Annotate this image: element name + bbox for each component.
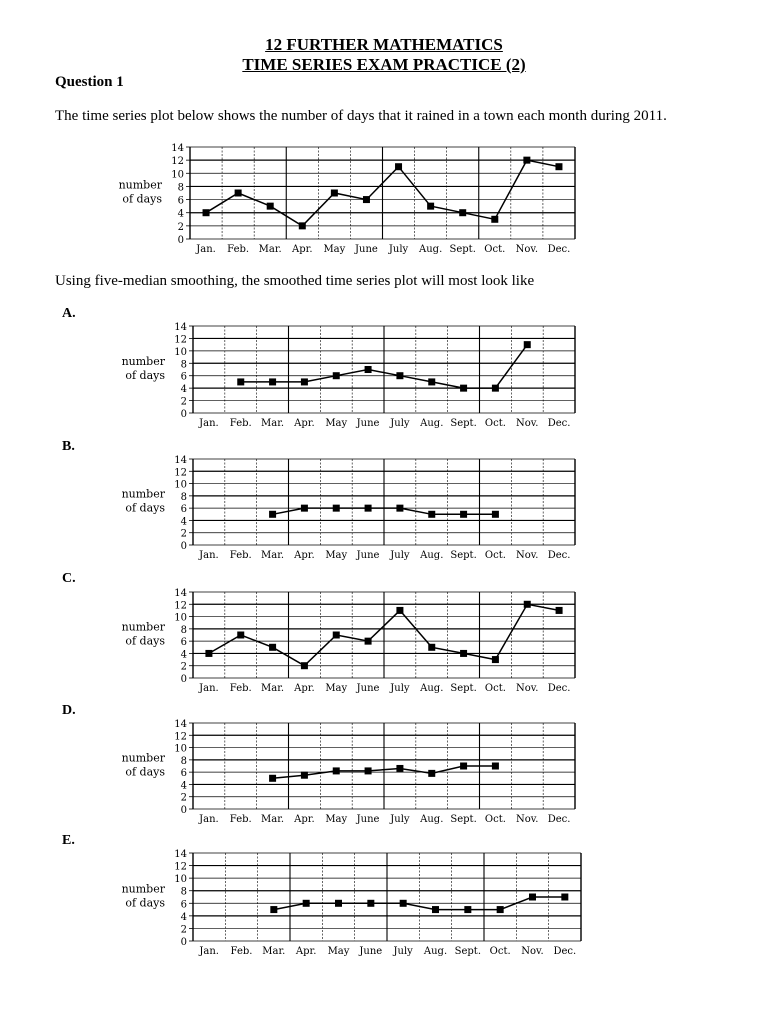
data-point (427, 203, 434, 210)
y-tick-label: 12 (174, 861, 187, 873)
y-tick-label: 4 (177, 208, 184, 220)
y-tick-label: 10 (174, 346, 187, 358)
data-point (492, 511, 499, 518)
data-point (396, 765, 403, 772)
x-tick-label: May (325, 683, 348, 694)
x-tick-label: Dec. (547, 814, 571, 825)
data-point (333, 632, 340, 639)
data-point (460, 385, 467, 392)
data-point (235, 190, 242, 197)
data-point (269, 511, 276, 518)
x-tick-label: Sept. (450, 683, 477, 694)
y-axis-label: of days (125, 501, 165, 515)
y-axis-label: of days (125, 634, 165, 648)
option-c-label: C. (62, 571, 76, 586)
x-tick-label: Dec. (547, 418, 571, 429)
x-tick-label: Aug. (420, 814, 444, 825)
x-tick-label: Nov. (515, 244, 539, 255)
y-tick-label: 14 (174, 322, 187, 333)
option-e-label: E. (62, 833, 75, 848)
data-point (333, 767, 340, 774)
data-point (428, 644, 435, 651)
option-c-chart (0, 586, 768, 696)
y-tick-label: 0 (180, 674, 187, 685)
question-text: The time series plot below shows the number of days that it rained in a town each month during 2011. (55, 108, 667, 124)
data-point (301, 662, 308, 669)
data-point (303, 900, 310, 907)
data-point (365, 638, 372, 645)
x-tick-label: Apr. (294, 418, 315, 429)
x-tick-label: June (356, 418, 380, 429)
data-point (524, 601, 531, 608)
question-prompt: Using five-median smoothing, the smoothed time series plot will most look like (55, 273, 535, 289)
data-point (365, 366, 372, 373)
data-point (367, 900, 374, 907)
data-point (428, 770, 435, 777)
x-tick-label: Oct. (484, 244, 506, 255)
data-point (561, 894, 568, 901)
y-axis-label: of days (122, 192, 162, 206)
x-tick-label: July (390, 550, 410, 561)
x-tick-label: May (325, 814, 348, 825)
x-tick-label: July (390, 418, 410, 429)
x-tick-label: Jan. (199, 814, 219, 825)
data-point (492, 656, 499, 663)
x-tick-label: Nov. (516, 418, 539, 429)
y-tick-label: 8 (180, 624, 187, 636)
y-axis-label: number (121, 620, 165, 634)
y-tick-label: 14 (174, 588, 187, 599)
y-tick-label: 10 (174, 874, 187, 886)
data-point (269, 644, 276, 651)
x-tick-label: Mar. (258, 244, 282, 255)
y-tick-label: 2 (180, 924, 187, 936)
x-tick-label: Apr. (292, 244, 313, 255)
x-tick-label: Sept. (454, 946, 482, 957)
data-point (365, 505, 372, 512)
x-tick-label: Mar. (261, 814, 285, 825)
x-tick-label: Nov. (516, 550, 539, 561)
y-tick-label: 10 (174, 743, 187, 755)
y-tick-label: 0 (177, 235, 184, 246)
y-tick-label: 10 (171, 169, 184, 181)
y-tick-label: 4 (180, 384, 187, 396)
x-tick-label: Jan. (199, 550, 219, 561)
y-tick-label: 10 (174, 612, 187, 624)
x-tick-label: July (390, 683, 410, 694)
data-point (333, 505, 340, 512)
y-tick-label: 6 (180, 899, 187, 911)
x-tick-label: June (356, 814, 380, 825)
data-point (333, 372, 340, 379)
x-tick-label: Jan. (199, 418, 219, 429)
y-tick-label: 6 (180, 768, 187, 780)
y-tick-label: 8 (180, 886, 187, 898)
data-point (396, 505, 403, 512)
x-tick-label: Feb. (229, 814, 252, 825)
data-point (460, 650, 467, 657)
y-axis-label: number (121, 882, 165, 896)
x-tick-label: Dec. (547, 244, 571, 255)
data-point (365, 767, 372, 774)
y-axis-label: of days (125, 369, 165, 383)
x-tick-label: June (356, 550, 380, 561)
y-tick-label: 10 (174, 479, 187, 491)
data-point (497, 906, 504, 913)
data-point (556, 607, 563, 614)
y-axis-label: number (118, 178, 162, 192)
option-a-chart (0, 320, 768, 431)
x-tick-label: Oct. (484, 418, 506, 429)
x-tick-label: Mar. (261, 550, 285, 561)
y-tick-label: 0 (180, 937, 187, 948)
x-tick-label: Oct. (484, 683, 506, 694)
y-tick-label: 8 (180, 491, 187, 503)
data-point (395, 163, 402, 170)
x-tick-label: June (356, 683, 380, 694)
x-tick-label: Feb. (229, 550, 252, 561)
data-point (428, 511, 435, 518)
data-point (491, 216, 498, 223)
x-tick-label: Nov. (516, 683, 539, 694)
y-tick-label: 2 (180, 528, 187, 540)
x-tick-label: Aug. (423, 946, 448, 957)
x-tick-label: Dec. (547, 683, 571, 694)
data-point (400, 900, 407, 907)
data-point (492, 763, 499, 770)
data-point (492, 385, 499, 392)
data-point (270, 906, 277, 913)
x-tick-label: Aug. (420, 550, 444, 561)
page-subtitle: TIME SERIES EXAM PRACTICE (2) (242, 55, 526, 74)
x-tick-label: May (327, 946, 350, 957)
data-point (301, 505, 308, 512)
y-tick-label: 12 (174, 731, 187, 743)
data-point (459, 209, 466, 216)
y-tick-label: 4 (180, 516, 187, 528)
data-point (524, 341, 531, 348)
data-point (396, 372, 403, 379)
data-point (529, 894, 536, 901)
x-tick-label: Apr. (294, 550, 315, 561)
y-tick-label: 8 (180, 359, 187, 371)
data-point (267, 203, 274, 210)
x-tick-label: May (325, 418, 348, 429)
x-tick-label: Jan. (196, 244, 216, 255)
y-tick-label: 14 (174, 849, 187, 860)
x-tick-label: Apr. (295, 946, 317, 957)
x-tick-label: June (359, 946, 383, 957)
y-tick-label: 12 (171, 156, 184, 168)
data-point (335, 900, 342, 907)
data-point (205, 650, 212, 657)
x-tick-label: Dec. (547, 550, 571, 561)
y-tick-label: 14 (174, 719, 187, 730)
data-point (460, 763, 467, 770)
y-tick-label: 4 (180, 780, 187, 792)
data-point (237, 632, 244, 639)
y-tick-label: 2 (177, 221, 184, 233)
x-tick-label: Feb. (229, 683, 252, 694)
data-point (432, 906, 439, 913)
data-point (363, 196, 370, 203)
data-point (269, 378, 276, 385)
y-tick-label: 14 (174, 455, 187, 466)
y-tick-label: 14 (171, 143, 184, 154)
y-tick-label: 6 (177, 195, 184, 207)
option-d-chart (0, 717, 768, 827)
data-point (464, 906, 471, 913)
y-tick-label: 6 (180, 371, 187, 383)
x-tick-label: July (393, 946, 413, 957)
y-tick-label: 12 (174, 334, 187, 346)
x-tick-label: Apr. (294, 814, 315, 825)
data-point (301, 378, 308, 385)
x-tick-label: Apr. (294, 683, 315, 694)
y-axis-label: of days (125, 765, 165, 779)
page-title: 12 FURTHER MATHEMATICS (265, 35, 503, 54)
x-tick-label: Aug. (420, 418, 444, 429)
x-tick-label: Mar. (262, 946, 286, 957)
question-heading: Question 1 (55, 74, 124, 90)
x-tick-label: Sept. (450, 418, 477, 429)
x-tick-label: June (355, 244, 378, 255)
x-tick-label: Mar. (261, 683, 285, 694)
y-tick-label: 8 (177, 182, 184, 194)
data-point (331, 190, 338, 197)
data-point (299, 222, 306, 229)
x-tick-label: Dec. (553, 946, 577, 957)
x-tick-label: Oct. (489, 946, 511, 957)
y-axis-label: number (121, 487, 165, 501)
y-tick-label: 0 (180, 409, 187, 420)
data-point (555, 163, 562, 170)
x-tick-label: Jan. (199, 683, 219, 694)
y-axis-label: number (121, 355, 165, 369)
x-tick-label: Oct. (484, 814, 506, 825)
data-point (428, 378, 435, 385)
x-tick-label: Nov. (521, 946, 544, 957)
data-point (203, 209, 210, 216)
y-axis-label: of days (125, 896, 165, 910)
y-tick-label: 2 (180, 396, 187, 408)
x-tick-label: Sept. (449, 244, 476, 255)
x-tick-label: Aug. (420, 683, 444, 694)
x-tick-label: Feb. (227, 244, 250, 255)
y-tick-label: 2 (180, 792, 187, 804)
data-point (460, 511, 467, 518)
x-tick-label: Aug. (419, 244, 443, 255)
x-tick-label: Sept. (450, 550, 477, 561)
x-tick-label: Jan. (199, 946, 219, 957)
x-tick-label: July (390, 814, 410, 825)
data-point (301, 772, 308, 779)
y-tick-label: 12 (174, 600, 187, 612)
x-tick-label: May (325, 550, 348, 561)
option-d-label: D. (62, 703, 76, 718)
data-point (269, 775, 276, 782)
y-tick-label: 2 (180, 661, 187, 673)
x-tick-label: Mar. (261, 418, 285, 429)
x-tick-label: May (323, 244, 346, 255)
y-tick-label: 12 (174, 467, 187, 479)
x-tick-label: Feb. (229, 418, 252, 429)
option-b-chart (0, 453, 768, 563)
option-b-label: B. (62, 439, 75, 454)
x-tick-label: July (388, 244, 409, 255)
y-tick-label: 0 (180, 805, 187, 816)
data-point (237, 378, 244, 385)
x-tick-label: Nov. (516, 814, 539, 825)
x-tick-label: Sept. (450, 814, 477, 825)
y-tick-label: 6 (180, 504, 187, 516)
y-tick-label: 4 (180, 649, 187, 661)
x-tick-label: Oct. (484, 550, 506, 561)
data-point (396, 607, 403, 614)
y-tick-label: 4 (180, 911, 187, 923)
x-tick-label: Feb. (230, 946, 253, 957)
y-tick-label: 8 (180, 755, 187, 767)
data-point (523, 157, 530, 164)
rain-days-chart (0, 141, 768, 257)
y-tick-label: 0 (180, 541, 187, 552)
y-axis-label: number (121, 751, 165, 765)
option-a-label: A. (62, 306, 76, 321)
y-tick-label: 6 (180, 637, 187, 649)
option-e-chart (0, 847, 768, 959)
